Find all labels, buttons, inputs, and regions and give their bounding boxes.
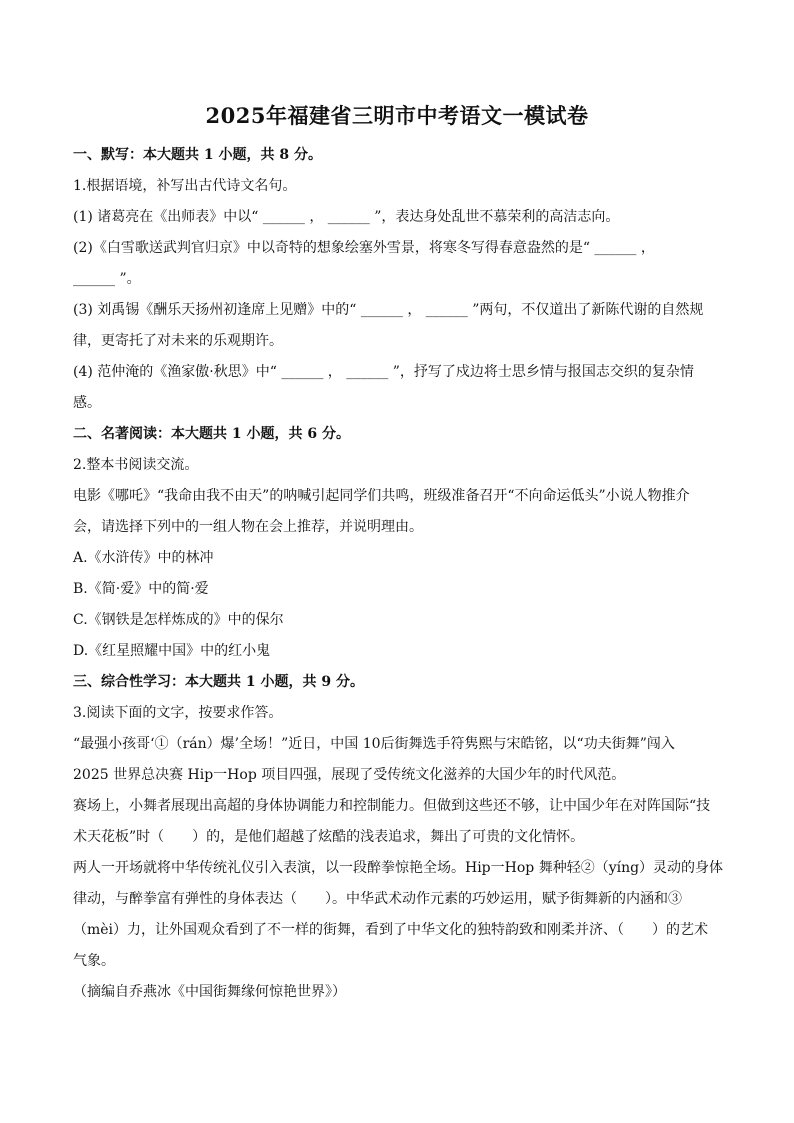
- passage-line: 气象。: [73, 953, 115, 969]
- section-heading-3: 三、综合性学习：本大题共 1 小题，共 9 分。: [73, 674, 364, 690]
- question-1-item-4-cont: 感。: [73, 395, 101, 411]
- option-d: D.《红星照耀中国》中的红小鬼: [73, 643, 271, 659]
- question-1-item-3-cont: 律，更寄托了对未来的乐观期许。: [73, 333, 283, 349]
- passage-line: （mèi）力，让外国观众看到了不一样的街舞，看到了中华文化的独特韵致和刚柔并济、（ ）的艺术: [73, 922, 709, 938]
- question-1-item-1: (1) 诸葛亮在《出师表》中以“ ______ ， ______ ”，表达身处乱世不慕荣利的高洁志向。: [73, 209, 620, 225]
- option-b: B.《简·爱》中的简·爱: [73, 581, 209, 597]
- document-title: 2025年福建省三明市中考语文一模试卷: [205, 103, 589, 128]
- section-heading-2: 二、名著阅读：本大题共 1 小题，共 6 分。: [73, 426, 350, 442]
- option-a: A.《水浒传》中的林冲: [73, 550, 214, 566]
- passage-source: （摘编自乔燕冰《中国街舞缘何惊艳世界》）: [73, 984, 346, 1000]
- question-1-item-4: (4) 范仲淹的《渔家傲·秋思》中“ ______ ， ______ ”，抒写了戍边将士思乡情与报国志交织的复杂情: [73, 364, 694, 380]
- question-2-prompt: 2.整本书阅读交流。: [73, 457, 199, 473]
- passage-line: 2025 世界总决赛 Hip一Hop 项目四强，展现了受传统文化滋养的大国少年的时代风范。: [73, 767, 626, 783]
- question-2-text: 电影《哪吒》“我命由我不由天”的呐喊引起同学们共鸣，班级准备召开“不向命运低头”小说人物推介: [73, 488, 690, 504]
- question-1-prompt: 1.根据语境，补写出古代诗文名句。: [73, 178, 297, 194]
- question-1-item-2: (2)《白雪歌送武判官归京》中以奇特的想象绘塞外雪景，将寒冬写得春意盎然的是“ ______ ，: [73, 240, 655, 256]
- question-1-item-2-cont: ______ ”。: [73, 271, 141, 287]
- passage-line: 律动，与醉拳富有弹性的身体表达（ ）。中华武术动作元素的巧妙运用，赋予街舞新的内涵和③: [73, 891, 682, 907]
- passage-line: 术天花板”时（ ）的，是他们超越了炫酷的浅表追求，舞出了可贵的文化情怀。: [73, 829, 585, 845]
- passage-line: “最强小孩哥‘①（rán）爆’全场！”近日，中国 10后街舞选手符隽熙与宋皓铭，以“功夫街舞”闯入: [73, 736, 675, 752]
- question-1-item-3: (3) 刘禹锡《酬乐天扬州初逢席上见赠》中的“ ______ ， ______ ”两句，不仅道出了新陈代谢的自然规: [73, 302, 704, 318]
- passage-line: 赛场上，小舞者展现出高超的身体协调能力和控制能力。但做到这些还不够，让中国少年在对阵国际“技: [73, 798, 711, 814]
- question-2-text-cont: 会，请选择下列中的一组人物在会上推荐，并说明理由。: [73, 519, 423, 535]
- option-c: C.《钢铁是怎样炼成的》中的保尔: [73, 612, 284, 628]
- section-heading-1: 一、默写：本大题共 1 小题，共 8 分。: [73, 147, 322, 163]
- question-3-prompt: 3.阅读下面的文字，按要求作答。: [73, 705, 283, 721]
- passage-line: 两人一开场就将中华传统礼仪引入表演，以一段醉拳惊艳全场。Hip一Hop 舞种轻②（yíng）灵动的身体: [73, 860, 724, 876]
